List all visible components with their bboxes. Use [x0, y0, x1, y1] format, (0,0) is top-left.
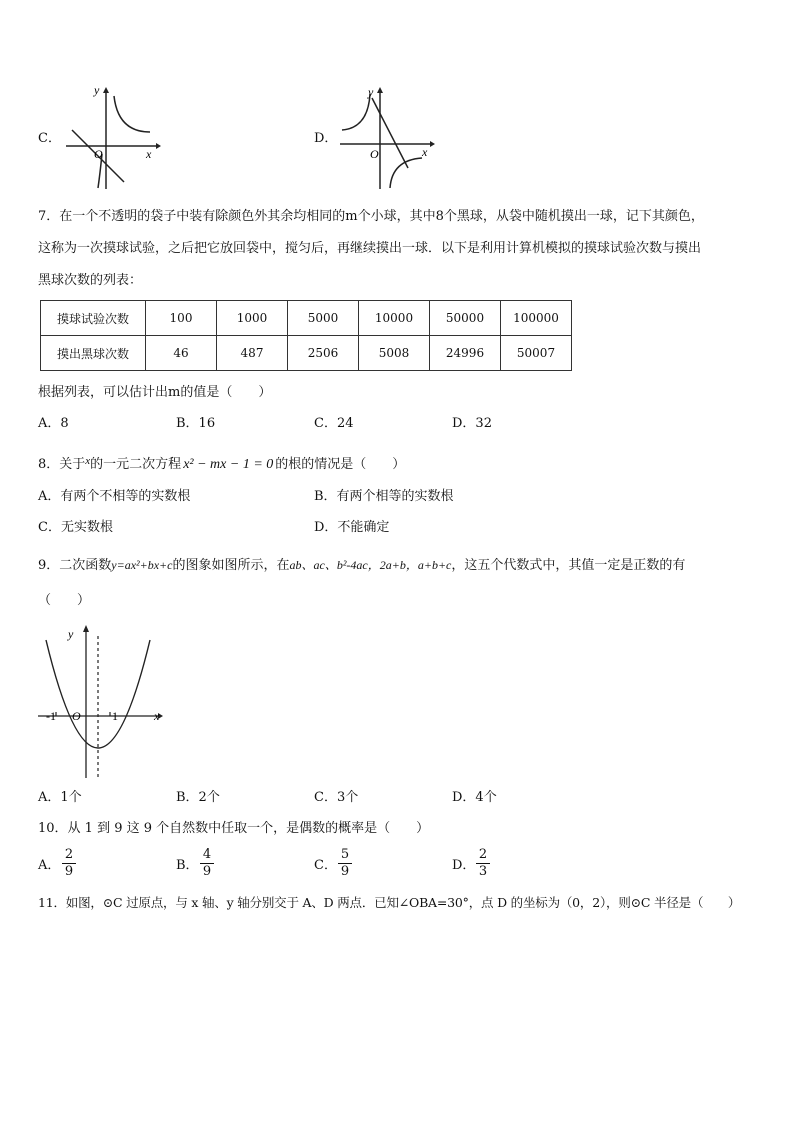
- q9-option-c[interactable]: C．3个: [314, 790, 359, 805]
- table-cell: 100: [146, 301, 217, 336]
- axis-y-label: y: [368, 85, 374, 99]
- q8-option-a[interactable]: A．有两个不相等的实数根: [38, 489, 191, 504]
- q8-option-d[interactable]: D．不能确定: [314, 520, 390, 535]
- q9-option-d[interactable]: D．4个: [452, 790, 497, 805]
- q9-stem: [38, 556, 685, 575]
- tick-label-1: 1: [112, 709, 118, 723]
- q7-option-d[interactable]: D．32: [452, 416, 492, 431]
- q9-function: y=ax²+bx+c: [111, 558, 173, 572]
- denominator: 9: [340, 864, 350, 879]
- q10-option-d-label[interactable]: D．: [452, 858, 476, 873]
- axis-y-label: y: [68, 627, 74, 641]
- q9-prefix: 9．二次函数: [38, 558, 112, 573]
- q10-option-c-label[interactable]: C．: [314, 858, 337, 873]
- table-cell: 50007: [501, 336, 572, 371]
- axis-y-label: y: [94, 84, 100, 97]
- q8-equation: x² − mx − 1 = 0: [183, 457, 274, 472]
- q6-option-c-label: C．: [38, 131, 61, 146]
- q10-option-b-fraction[interactable]: [200, 848, 214, 879]
- q8-prefix: 8．关于: [38, 457, 86, 472]
- q9-option-b[interactable]: B．2个: [176, 790, 220, 805]
- table-row-header: 摸球试验次数: [41, 301, 146, 336]
- q10-stem: 10．从 1 到 9 这 9 个自然数中任取一个，是偶数的概率是（ ）: [38, 821, 430, 836]
- axis-x-label: x: [146, 147, 152, 161]
- q10-option-b-label[interactable]: B．: [176, 858, 199, 873]
- table-cell: 487: [217, 336, 288, 371]
- q9-parabola-graph: [34, 622, 174, 782]
- tick-label-neg1: -1: [46, 709, 56, 723]
- table-cell: 50000: [430, 301, 501, 336]
- table-row-header: 摸出黑球次数: [41, 336, 146, 371]
- q7-option-c[interactable]: C．24: [314, 416, 354, 431]
- q9-option-a[interactable]: A．1个: [38, 790, 82, 805]
- q9-middle: 的图象如图所示，在: [172, 558, 290, 573]
- q6-option-d-label: D．: [314, 131, 338, 146]
- q7-text-line-2: 这称为一次摸球试验，之后把它放回袋中，搅匀后，再继续摸出一球．以下是利用计算机模拟的摸球试验次数与摸出: [38, 241, 702, 256]
- q9-stem-line-2: （ ）: [38, 593, 91, 608]
- denominator: 3: [478, 864, 488, 879]
- origin-label: O: [370, 147, 379, 161]
- denominator: 9: [202, 864, 212, 879]
- q6-option-d-graph: [336, 84, 436, 194]
- q9-suffix: ，这五个代数式中，其值一定是正数的有: [451, 558, 686, 573]
- q8-var: x: [85, 455, 91, 467]
- denominator: 9: [64, 864, 74, 879]
- axis-x-label: x: [154, 709, 160, 723]
- table-row: [41, 336, 572, 371]
- q6-option-c-graph: [62, 84, 162, 194]
- q7-option-b[interactable]: B．16: [176, 416, 216, 431]
- table-row: [41, 301, 572, 336]
- q8-option-c[interactable]: C．无实数根: [38, 520, 113, 535]
- hyperbola-branch-1: [342, 94, 370, 130]
- q10-option-a-fraction[interactable]: [62, 848, 76, 879]
- q10-option-c-fraction[interactable]: [338, 848, 352, 879]
- table-cell: 5000: [288, 301, 359, 336]
- q7-text-line-1: 7．在一个不透明的袋子中装有除颜色外其余均相同的m个小球，其中8个黑球，从袋中随机摸出一球，记下其颜色，: [38, 209, 704, 224]
- q9-expressions: ab、ac、b²-4ac，2a+b，a+b+c: [289, 558, 452, 572]
- numerator: 5: [340, 847, 350, 862]
- table-cell: 100000: [501, 301, 572, 336]
- q7-option-a[interactable]: A．8: [38, 416, 69, 431]
- q8-suffix: 的根的情况是（ ）: [275, 457, 406, 472]
- q11-stem: 11．如图，⊙C 过原点，与 x 轴、y 轴分别交于 A、D 两点．已知∠OBA=30°，点 D 的坐标为（0，2），则⊙C 半径是（ ）: [38, 895, 741, 910]
- q8-middle: 的一元二次方程: [90, 457, 182, 472]
- numerator: 4: [202, 847, 212, 862]
- table-cell: 10000: [359, 301, 430, 336]
- q10-option-a-label[interactable]: A．: [38, 858, 61, 873]
- table-cell: 2506: [288, 336, 359, 371]
- q7-question: 根据列表，可以估计出m的值是（ ）: [38, 385, 272, 400]
- q7-data-table: [40, 300, 572, 371]
- origin-label: O: [94, 147, 103, 161]
- table-cell: 5008: [359, 336, 430, 371]
- q8-stem: [38, 452, 405, 474]
- table-cell: 24996: [430, 336, 501, 371]
- hyperbola-branch-1: [114, 96, 150, 132]
- numerator: 2: [478, 847, 488, 862]
- table-cell: 46: [146, 336, 217, 371]
- numerator: 2: [64, 847, 74, 862]
- q8-option-b[interactable]: B．有两个相等的实数根: [314, 489, 454, 504]
- q7-text-line-3: 黑球次数的列表：: [38, 273, 143, 288]
- q10-option-d-fraction[interactable]: [476, 848, 490, 879]
- table-cell: 1000: [217, 301, 288, 336]
- axis-x-label: x: [422, 145, 428, 159]
- origin-label: O: [72, 709, 81, 723]
